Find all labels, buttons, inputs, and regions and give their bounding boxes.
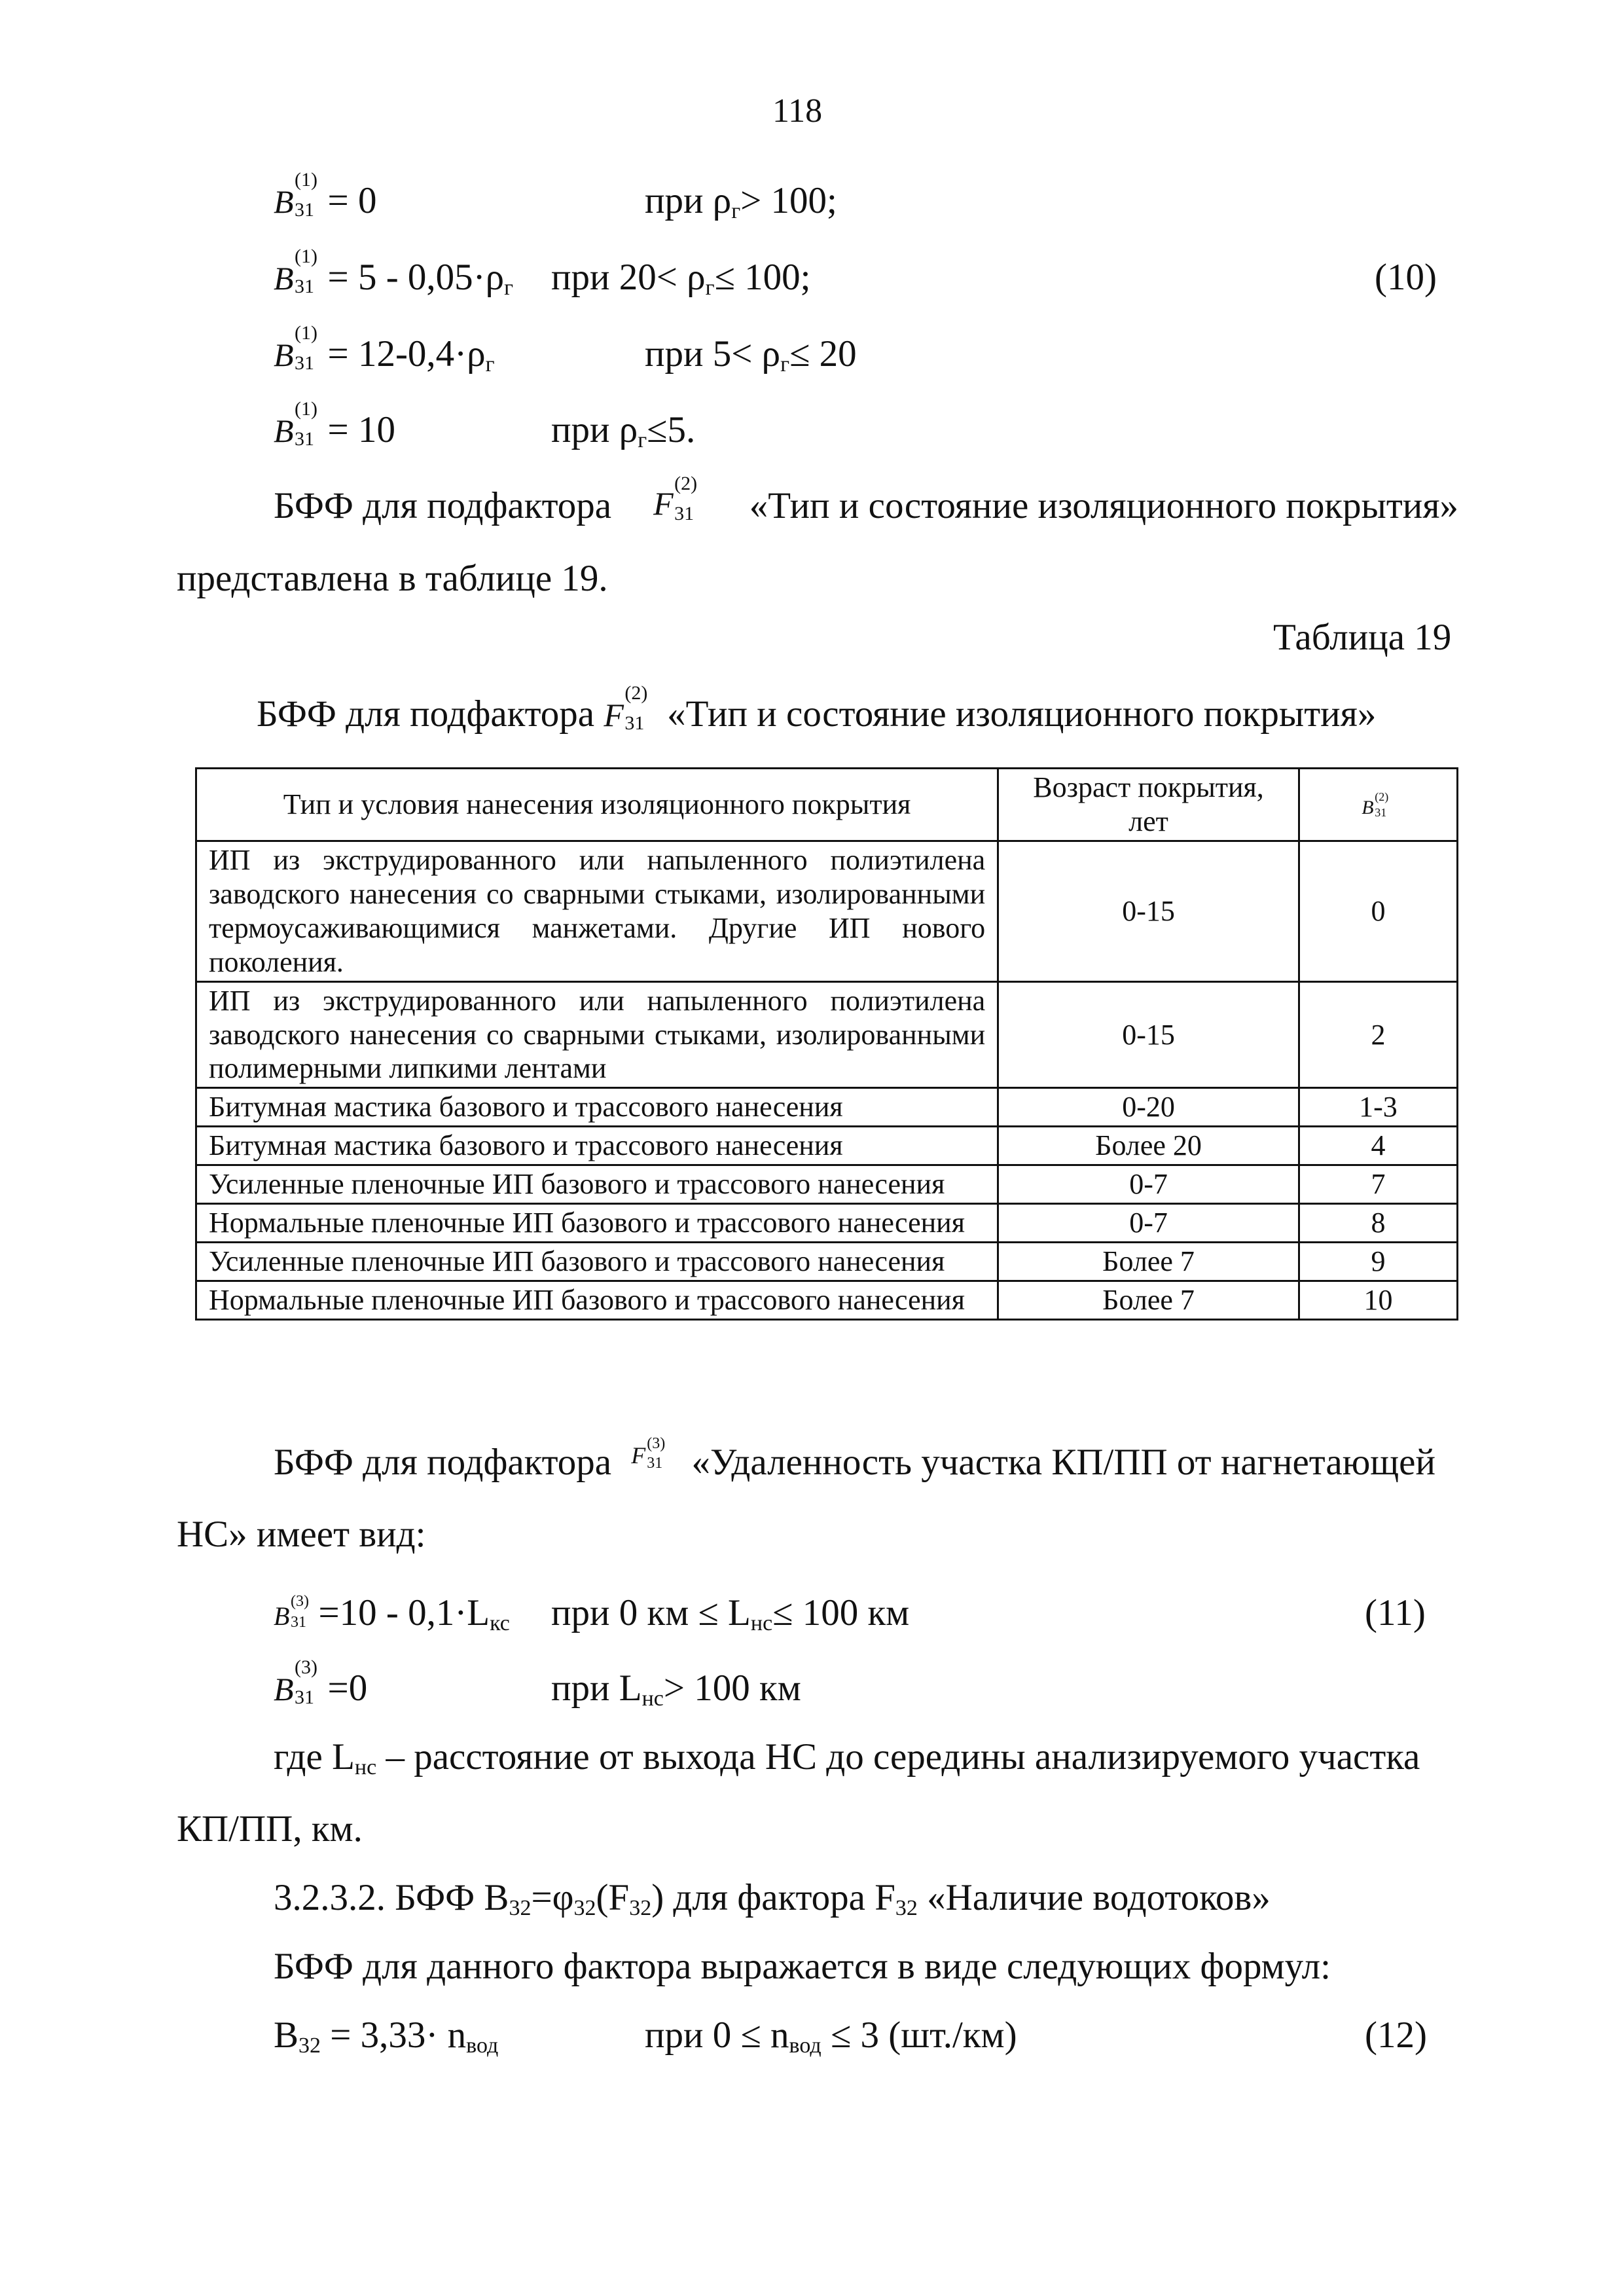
table-row — [196, 1281, 1458, 1319]
cell-coating-type: Нормальные пленочные ИП базового и трассового нанесения — [196, 1204, 998, 1243]
symbol-f31-2: F (2) 31 — [653, 473, 698, 524]
symbol-b31-1: B (1) 31 — [274, 322, 317, 374]
eq10-cond-3: при 5< ρг≤ 20 — [645, 333, 857, 376]
table-row — [196, 1242, 1458, 1281]
cell-coating-age: Более 7 — [998, 1281, 1299, 1319]
paragraph-4: БФФ для данного фактора выражается в виде следующих формул: — [274, 1946, 1331, 1987]
section-heading: 3.2.3.2. БФФ В32=φ32(F32) для фактора F32 «Наличие водотоков» — [274, 1877, 1271, 1920]
symbol-b31-1: B (1) 31 — [274, 398, 317, 450]
cell-b-value: 0 — [1299, 841, 1457, 982]
table-row — [196, 981, 1458, 1088]
eq12-cond: при 0 ≤ nвод ≤ 3 (шт./км) — [645, 2014, 1017, 2058]
eq11-cond-1: при 0 км ≤ Lнс≤ 100 км — [551, 1592, 910, 1635]
paragraph-2-line-2: НС» имеет вид: — [177, 1514, 426, 1555]
eq10-number: (10) — [1375, 257, 1437, 298]
cell-b-value: 4 — [1299, 1127, 1457, 1165]
table-caption: БФФ для подфактора F (2) 31 «Тип и состояние изоляционного покрытия» — [257, 682, 1377, 735]
cell-coating-type: Нормальные пленочные ИП базового и трассового нанесения — [196, 1281, 998, 1319]
cell-coating-type: ИП из экструдированного или напыленного полиэтилена заводского нанесения со сварными стыками, изолированными полимерными липкими лентами — [196, 981, 998, 1088]
paragraph-2-line-1: БФФ для подфактора F (3) 31 «Удаленность участка КП/ПП от нагнетающей — [274, 1435, 1435, 1483]
cell-b-value: 1-3 — [1299, 1088, 1457, 1127]
table-row — [196, 1165, 1458, 1204]
table-row — [196, 1127, 1458, 1165]
cell-coating-age: Более 7 — [998, 1242, 1299, 1281]
cell-coating-age: 0-20 — [998, 1088, 1299, 1127]
cell-coating-age: 0-7 — [998, 1204, 1299, 1243]
paragraph-1-line-2: представлена в таблице 19. — [177, 558, 608, 599]
cell-coating-type: Усиленные пленочные ИП базового и трассового нанесения — [196, 1242, 998, 1281]
cell-coating-type: Усиленные пленочные ИП базового и трассового нанесения — [196, 1165, 998, 1204]
table-row — [196, 1204, 1458, 1243]
eq10-row-4: B (1) 31 = 10 — [274, 398, 395, 450]
eq10-row-3: B (1) 31 = 12-0,4·ρг — [274, 322, 495, 376]
cell-coating-type: ИП из экструдированного или напыленного полиэтилена заводского нанесения со сварными стыками, изолированными термоусаживающимися манжетами. Другие ИП нового поколения. — [196, 841, 998, 982]
eq11-number: (11) — [1365, 1592, 1426, 1633]
eq10-cond-2: при 20< ρг≤ 100; — [551, 257, 811, 300]
paragraph-3-line-2: КП/ПП, км. — [177, 1808, 363, 1850]
symbol-b31-1: B (1) 31 — [274, 169, 317, 221]
eq11-cond-2: при Lнс> 100 км — [551, 1667, 801, 1711]
cell-coating-type: Битумная мастика базового и трассового нанесения — [196, 1127, 998, 1165]
eq10-cond-4: при ρг≤5. — [551, 409, 696, 452]
cell-coating-age: Более 20 — [998, 1127, 1299, 1165]
eq12-number: (12) — [1365, 2014, 1427, 2056]
eq12-lhs: В32 = 3,33· nвод — [274, 2014, 499, 2058]
page-number: 118 — [772, 92, 823, 130]
table-19 — [195, 767, 1458, 1321]
cell-coating-type: Битумная мастика базового и трассового нанесения — [196, 1088, 998, 1127]
table-row — [196, 841, 1458, 982]
cell-b-value: 2 — [1299, 981, 1457, 1088]
table-label: Таблица 19 — [1273, 617, 1452, 658]
symbol-f31-3: F (3) 31 — [631, 1435, 666, 1472]
cell-coating-age: 0-7 — [998, 1165, 1299, 1204]
table-header-row — [196, 769, 1458, 841]
cell-b-value: 9 — [1299, 1242, 1457, 1281]
symbol-b31-1: B (1) 31 — [274, 246, 317, 297]
header-coating-type: Тип и условия нанесения изоляционного покрытия — [196, 769, 998, 841]
cell-coating-age: 0-15 — [998, 981, 1299, 1088]
cell-b-value: 8 — [1299, 1204, 1457, 1243]
eq10-cond-1: при ρг> 100; — [645, 180, 837, 223]
header-coating-age: Возраст покрытия, лет — [998, 769, 1299, 841]
paragraph-3-line-1: где Lнс – расстояние от выхода НС до середины анализируемого участка — [274, 1736, 1420, 1779]
cell-coating-age: 0-15 — [998, 841, 1299, 982]
eq10-row-1: B (1) 31 = 0 — [274, 169, 377, 221]
cell-b-value: 7 — [1299, 1165, 1457, 1204]
symbol-f31-2: F (2) 31 — [604, 682, 648, 734]
symbol-b31-3: B (3) 31 — [274, 1656, 317, 1708]
paragraph-1-line-1: БФФ для подфактора F (2) 31 «Тип и состояние изоляционного покрытия» — [274, 473, 1458, 526]
cell-b-value: 10 — [1299, 1281, 1457, 1319]
eq10-row-2: B (1) 31 = 5 - 0,05·ρг — [274, 246, 514, 300]
symbol-b31-3: B (3) 31 — [274, 1593, 309, 1631]
eq11-row-1: B (3) 31 =10 - 0,1·Lкс — [274, 1592, 510, 1635]
table-row — [196, 1088, 1458, 1127]
eq11-row-2: B (3) 31 =0 — [274, 1656, 368, 1709]
header-b31-2: B (2) 31 — [1299, 769, 1457, 841]
